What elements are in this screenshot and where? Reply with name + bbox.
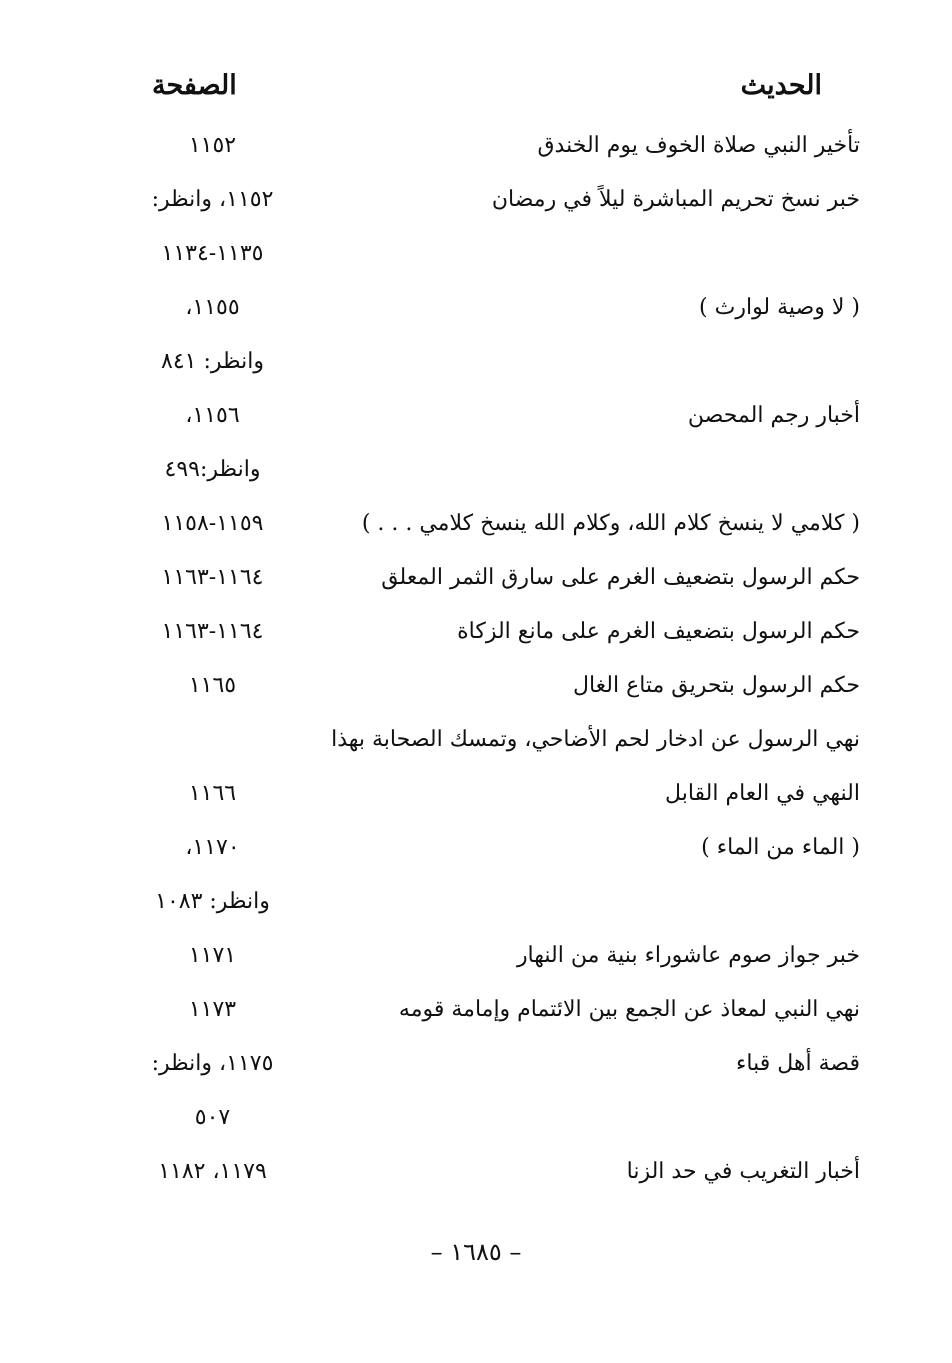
hadith-text: أخبار رجم المحصن [687,403,860,428]
hadith-text: خبر نسخ تحريم المباشرة ليلاً في رمضان [491,187,860,212]
hadith-text: نهي النبي لمعاذ عن الجمع بين الائتمام وإمامة قومه [398,997,860,1022]
hadith-text: حكم الرسول بتضعيف الغرم على سارق الثمر المعلق [381,565,860,590]
page-ref: ١١٧١ [188,943,237,968]
hadith-text: حكم الرسول بتضعيف الغرم على مانع الزكاة [457,619,860,644]
page-ref: ١١٥٥، [185,295,240,320]
index-row [0,287,952,341]
page-ref: ١١٦٦ [188,781,237,806]
page-ref: ١١٦٤-١١٦٣ [161,565,264,590]
index-row [0,1151,952,1205]
index-row [0,773,952,827]
index-row [0,1097,952,1151]
index-row [0,611,952,665]
hadith-text: ( كلامي لا ينسخ كلام الله، وكلام الله ينسخ كلامي . . . ) [361,511,860,536]
hadith-text: نهي الرسول عن ادخار لحم الأضاحي، وتمسك الصحابة بهذا [331,727,860,752]
index-row [0,989,952,1043]
page-ref: ١١٥٢، وانظر: [151,187,274,212]
index-row [0,1043,952,1097]
page-ref: ١١٦٤-١١٦٣ [161,619,264,644]
hadith-text: النهي في العام القابل [665,781,860,806]
hadith-text: أخبار التغريب في حد الزنا [626,1159,860,1184]
index-row [0,665,952,719]
index-table [0,125,952,1205]
index-row [0,395,952,449]
page-ref: ١١٧٥، وانظر: [151,1051,274,1076]
page-ref: وانظر:٤٩٩ [164,457,261,482]
page-ref: ١١٧٠، [185,835,240,860]
page-ref: وانظر: ٨٤١ [161,349,264,374]
page-ref: ١١٥٢ [188,133,237,158]
hadith-text: حكم الرسول بتحريق متاع الغال [572,673,860,698]
page-ref: ١١٧٩، ١١٨٢ [158,1159,267,1184]
index-row [0,827,952,881]
hadith-column-heading: الحديث [740,70,822,101]
index-row [0,557,952,611]
index-row [0,719,952,773]
page-number: – ١٦٨٥ – [430,1238,522,1266]
page-ref: ١١٦٥ [188,673,237,698]
index-row [0,179,952,233]
hadith-text: ( لا وصية لوارث ) [699,295,860,320]
page-ref: ١١٧٣ [188,997,237,1022]
index-row [0,935,952,989]
hadith-text: تأخير النبي صلاة الخوف يوم الخندق [537,133,860,158]
page-column-heading: الصفحة [152,70,237,101]
page-ref: وانظر: ١٠٨٣ [155,889,270,914]
table-header [0,70,952,110]
hadith-text: ( الماء من الماء ) [701,835,860,860]
index-row [0,881,952,935]
index-row [0,449,952,503]
index-row [0,125,952,179]
page-ref: ٥٠٧ [194,1105,231,1130]
index-row [0,503,952,557]
index-row [0,341,952,395]
page-ref: ١١٣٥-١١٣٤ [161,241,264,266]
hadith-text: خبر جواز صوم عاشوراء بنية من النهار [516,943,860,968]
page-ref: ١١٥٦، [185,403,240,428]
hadith-text: قصة أهل قباء [736,1051,860,1076]
page-ref: ١١٥٩-١١٥٨ [161,511,264,536]
index-row [0,233,952,287]
